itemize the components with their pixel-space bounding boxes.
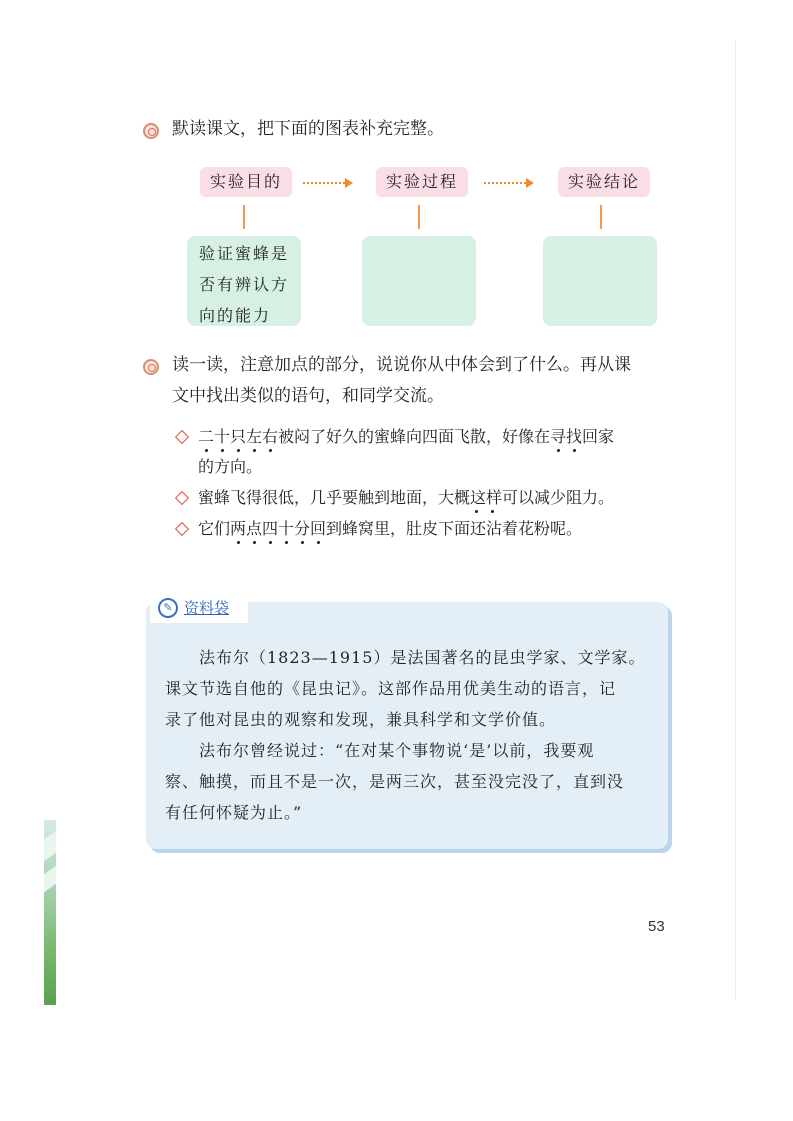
task2-instruction-line1: 读一读，注意加点的部分，说说你从中体会到了什么。再从课 xyxy=(172,355,631,375)
connector-line xyxy=(243,205,245,229)
flow-box-conclusion-blank[interactable] xyxy=(543,236,657,326)
sentence-3: 它们两点四十分回到蜂窝里，肚皮下面还沾着花粉呢。 xyxy=(198,519,583,538)
info-paragraph-2: 法布尔曾经说过：“在对某个事物说‘是’以前，我要观 察、触摸，而且不是一次，是两三次，甚至没完没了，直到没 有任何怀疑为止。” xyxy=(165,741,625,822)
diamond-bullet-icon xyxy=(175,522,189,536)
flow-label-conclusion: 实验结论 xyxy=(558,167,650,197)
flow-box-text: 验证蜜蜂是 否有辨认方 向的能力 xyxy=(199,244,290,325)
page-number: 53 xyxy=(648,918,665,935)
flow-box-process-blank[interactable] xyxy=(362,236,476,326)
question-icon xyxy=(143,123,159,139)
sentence-2: 蜜蜂飞得很低，几乎要触到地面，大概这样可以减少阻力。 xyxy=(198,488,615,507)
question-icon xyxy=(143,359,159,375)
page-edge xyxy=(735,40,736,1000)
flow-label-purpose: 实验目的 xyxy=(200,167,292,197)
connector-line xyxy=(418,205,420,229)
flow-label-process: 实验过程 xyxy=(376,167,468,197)
info-paragraph-1: 法布尔（1823—1915）是法国著名的昆虫学家、文学家。 课文节选自他的《昆虫记》。这部作品用优美生动的语言，记 录了他对昆虫的观察和发现，兼具科学和文学价值。 xyxy=(165,648,646,729)
flow-box-purpose xyxy=(187,236,301,326)
task1-instruction: 默读课文，把下面的图表补充完整。 xyxy=(172,119,444,139)
sentence-1-line2: 的方向。 xyxy=(198,457,263,476)
arrow-icon xyxy=(484,182,526,184)
sentence-1-line1: 二十只左右被闷了好久的蜜蜂向四面飞散，好像在寻找回家 xyxy=(198,427,615,446)
task2-instruction-line2: 文中找出类似的语句，和同学交流。 xyxy=(172,386,444,406)
connector-line xyxy=(600,205,602,229)
book-icon: ✎ xyxy=(158,598,178,618)
diamond-bullet-icon xyxy=(175,430,189,444)
diamond-bullet-icon xyxy=(175,491,189,505)
arrow-icon xyxy=(303,182,345,184)
info-title: 资料袋 xyxy=(184,599,230,617)
